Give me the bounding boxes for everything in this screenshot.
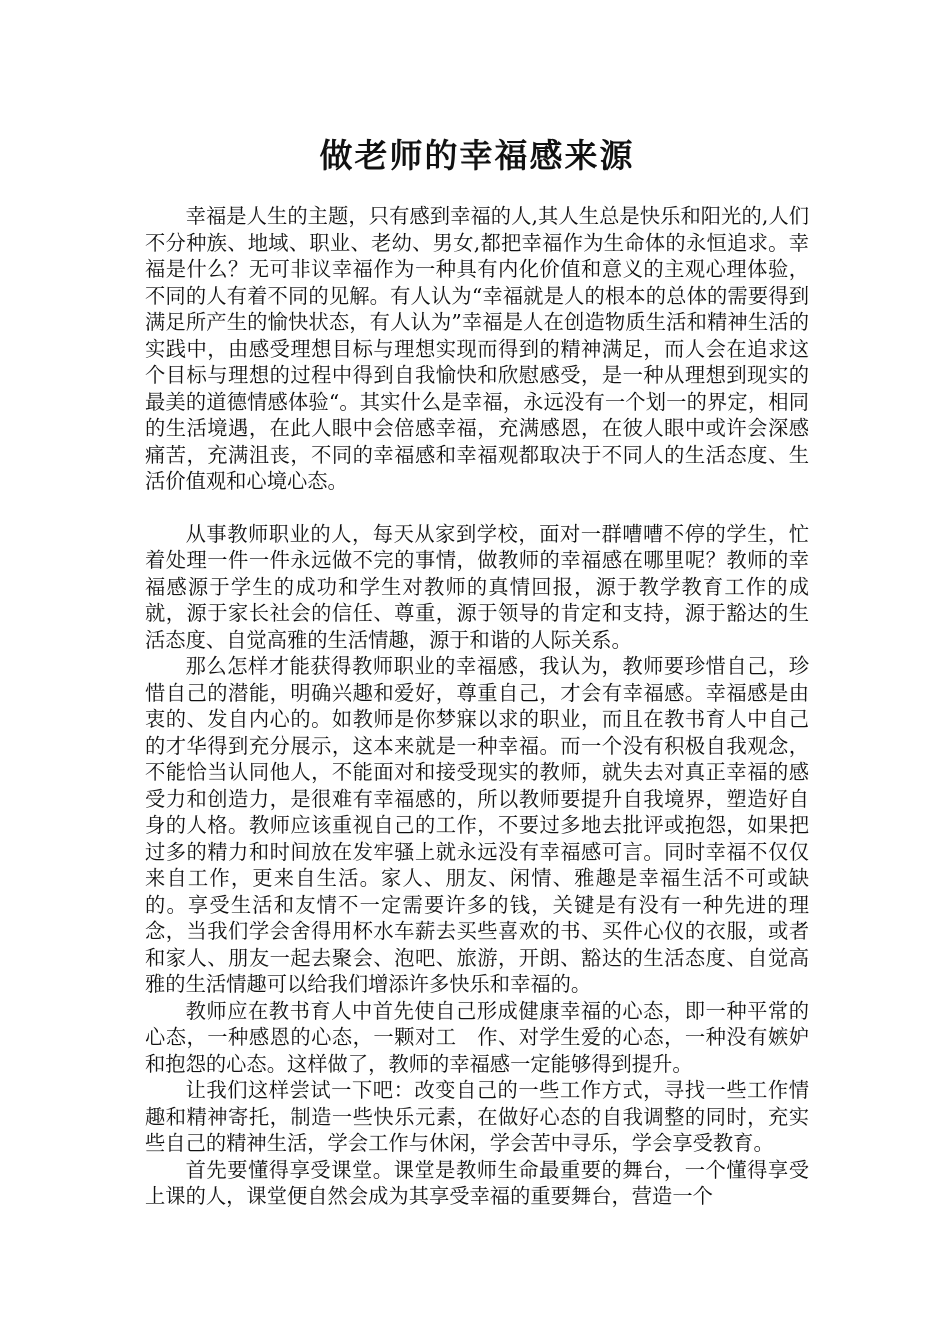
paragraph: 从事教师职业的人，每天从家到学校，面对一群嘈嘈不停的学生，忙着处理一件一件永远做不完的事情，做教师的幸福感在哪里呢？教师的幸福感源于学生的成功和学生对教师的真情回报，源于教学教育工作的成就，源于家长社会的信任、尊重，源于领导的肯定和支持，源于豁达的生活态度、自觉高雅的生活情趣，源于和谐的人际关系。 [145, 521, 809, 652]
document-title: 做老师的幸福感来源 [319, 136, 635, 175]
paragraph: 幸福是人生的主题，只有感到幸福的人,其人生总是快乐和阳光的,人们不分种族、地域、职业、老幼、男女,都把幸福作为生命体的永恒追求。幸福是什么？无可非议幸福作为一种具有内化价值和意义的主观心理体验，不同的人有着不同的见解。有人认为“幸福就是人的根本的总体的需要得到满足所产生的愉快状态，有人认为”幸福是人在创造物质生活和精神生活的实践中，由感受理想目标与理想实现而得到的精神满足，而人会在追求这个目标与理想的过程中得到自我愉快和欣慰感受，是一种从理想到现实的最美的道德情感体验“。其实什么是幸福，永远没有一个划一的界定，相同的生活境遇，在此人眼中会倍感幸福，充满感恩，在彼人眼中或许会深感痛苦，充满沮丧，不同的幸福感和幸福观都取决于不同人的生活态度、生活价值观和心境心态。 [145, 204, 809, 493]
paragraph: 首先要懂得享受课堂。课堂是教师生命最重要的舞台，一个懂得享受上课的人，课堂便自然会成为其享受幸福的重要舞台，营造一个 [145, 1157, 809, 1208]
paragraph: 那么怎样才能获得教师职业的幸福感，我认为，教师要珍惜自己，珍惜自己的潜能，明确兴趣和爱好，尊重自己，才会有幸福感。幸福感是由衷的、发自内心的。如教师是你梦寐以求的职业，而且在教书育人中自己的才华得到充分展示，这本来就是一种幸福。而一个没有积极自我观念，不能恰当认同他人，不能面对和接受现实的教师，就失去对真正幸福的感受力和创造力，是很难有幸福感的，所以教师要提升自我境界，塑造好自身的人格。教师应该重视自己的工作，不要过多地去批评或抱怨，如果把过多的精力和时间放在发牢骚上就永远没有幸福感可言。同时幸福不仅仅来自工作，更来自生活。家人、朋友、闲情、雅趣是幸福生活不可或缺的。享受生活和友情不一定需要许多的钱，关键是有没有一种先进的理念，当我们学会舍得用杯水车薪去买些喜欢的书、买件心仪的衣服，或者和家人、朋友一起去聚会、泡吧、旅游，开朗、豁达的生活态度、自觉高雅的生活情趣可以给我们增添许多快乐和幸福的。 [145, 654, 809, 996]
document-page [145, 120, 809, 1210]
paragraph: 教师应在教书育人中首先使自己形成健康幸福的心态，即一种平常的心态，一种感恩的心态，一颗对工 作、对学生爱的心态，一种没有嫉妒和抱怨的心态。这样做了，教师的幸福感一定能够得到提升。 [145, 998, 809, 1076]
paragraph: 让我们这样尝试一下吧：改变自己的一些工作方式，寻找一些工作情趣和精神寄托，制造一些快乐元素，在做好心态的自我调整的同时，充实些自己的精神生活，学会工作与休闲，学会苦中寻乐，学会享受教育。 [145, 1078, 809, 1155]
